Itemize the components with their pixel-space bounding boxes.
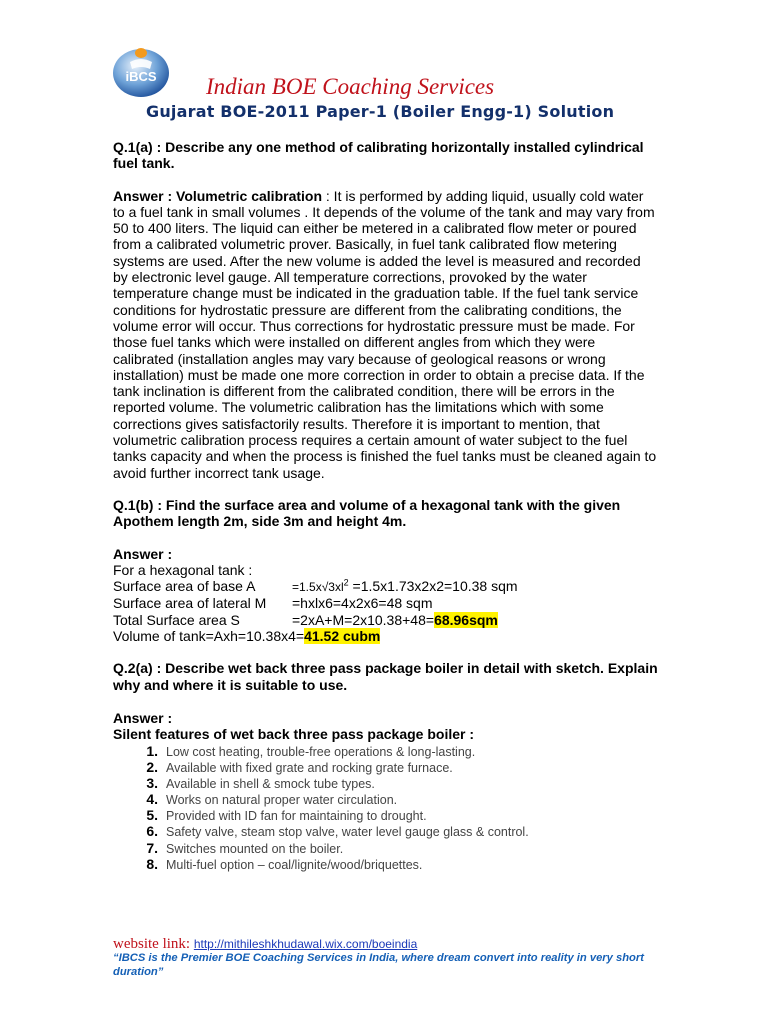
calc-base-value: $=1.5x√3xl^2 =1.5x1.73x2x2=10.38$ sqm (292, 577, 518, 595)
paper-title: Gujarat BOE-2011 Paper-1 (Boiler Engg-1) Solution (146, 102, 615, 121)
calc-lateral-value: =hxlx6=4x2x6=48 sqm (292, 595, 433, 612)
answer-1a-label: Answer : Volumetric calibration (113, 187, 323, 204)
question-2a: Q.2(a) : Describe wet back three pass package boiler in detail with sketch. Explain why and where it is suitable to use. (113, 660, 658, 693)
ibcs-logo (110, 42, 172, 98)
volume-result: 41.52 cubm (304, 628, 381, 645)
organization-title: Indian BOE Coaching Services (206, 74, 495, 99)
list-item: 8. Multi-fuel option – coal/lignite/wood/briquettes. (146, 855, 423, 872)
list-item: 2. Available with fixed grate and rocking grate furnace. (146, 758, 453, 775)
answer-2a-label: Answer : (113, 709, 173, 726)
calc-total-area (113, 612, 658, 628)
hexagonal-intro: For a hexagonal tank : (113, 561, 253, 578)
footer-tagline: “IBCS is the Premier BOE Coaching Services in India, where dream convert into reality in very short duration” (113, 952, 644, 978)
calc-total-label: Total Surface area S (113, 611, 240, 628)
list-item: 1. Low cost heating, trouble-free operations & long-lasting. (146, 742, 476, 759)
total-area-result: 68.96sqm (434, 611, 498, 628)
list-item: 7. Switches mounted on the boiler. (146, 839, 344, 856)
features-heading: Silent features of wet back three pass package boiler : (113, 726, 475, 743)
list-item: 3. Available in shell & smock tube types. (146, 774, 375, 791)
calc-lateral-area (113, 595, 658, 611)
answer-1b-label: Answer : (113, 545, 173, 562)
calc-total-value: =2xA+M=2x10.38+48=68.96sqm (292, 611, 498, 628)
main-content (113, 139, 658, 872)
answer-1a-text: : It is performed by adding liquid, usually cold water to a fuel tank in small volumes . It depends of the volume of the tank and may vary from 50 to 400 liters. The liquid can either be metered in a calibrated flow meter or poured from a calibrated volumetric prover. Basically, in fuel tank calibrated flow metering systems are used. After the new volume is added the level is measured and recorded by electronic level gauge. All temperature corrections, provoked by the water temperature change must be indicated in the graduation table. If the fuel tank service conditions for hydrostatic pressure are different from the calibrating conditions, the volume error will occur. Thus corrections for hydrostatic pressure must be made. For those fuel tanks which were installed on different angles from which they were calibrated (installation angles may vary because of geological reasons or wrong installation) must be made one more correction in order to obtain a precise data. If the tank inclination is different from the calibrated condition, there will be errors in the reported volume. The volumetric calibration has the limitations which with some corrections gives satisfactorily results. Therefore it is important to mention, that volumetric calibration process requires a certain amount of water subject to the fuel tanks capacity and when the process is finished the fuel tanks must be cleaned again to avoid further incorrect tank usage. (113, 187, 657, 481)
calc-base-area (113, 578, 658, 595)
logo-text: iBCS (125, 69, 157, 84)
question-1b: Q.1(b) : Find the surface area and volume of a hexagonal tank with the given Apothem length 2m, side 3m and height 4m. (113, 496, 621, 530)
website-link[interactable]: http://mithileshkhudawal.wix.com/boeindia (193, 937, 418, 951)
website-link-label: website link: (113, 936, 194, 952)
list-item: 6. Safety valve, steam stop valve, water level gauge glass & control. (146, 823, 529, 840)
list-item: 4. Works on natural proper water circulation. (146, 791, 398, 808)
calc-volume: Volume of tank=Axh=10.38x4=41.52 cubm (113, 628, 381, 645)
question-1a: Q.1(a) : Describe any one method of calibrating horizontally installed cylindrical fuel tank. (113, 139, 644, 172)
features-list (113, 743, 658, 873)
list-item: 5. Provided with ID fan for maintaining to drought. (146, 807, 427, 824)
calc-base-label: Surface area of base A (113, 578, 256, 595)
calc-lateral-label: Surface area of lateral M (113, 595, 267, 612)
answer-1a (113, 188, 658, 481)
